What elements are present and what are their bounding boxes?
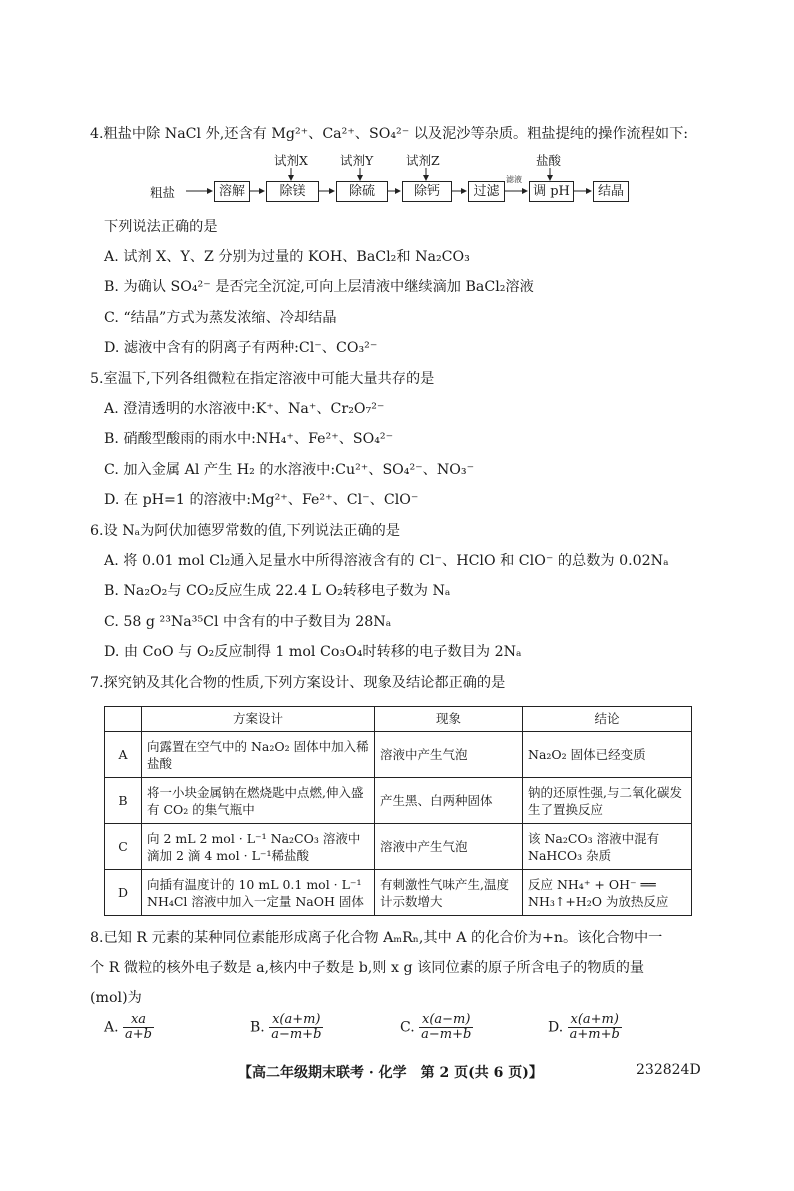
fraction-numerator: xa xyxy=(123,1013,154,1028)
table-cell: 向露置在空气中的 Na₂O₂ 固体中加入稀盐酸 xyxy=(142,732,375,778)
table-header-cell: 结论 xyxy=(523,707,692,732)
q7-table xyxy=(104,706,692,916)
q8-option-a xyxy=(104,1013,154,1042)
q4-option-d: D. 滤液中含有的阴离子有两种:Cl⁻、CO₃²⁻ xyxy=(104,340,378,356)
q5-option-b: B. 硝酸型酸雨的雨水中:NH₄⁺、Fe²⁺、SO₄²⁻ xyxy=(104,431,394,447)
table-cell: 钠的还原性强,与二氧化碳发生了置换反应 xyxy=(523,778,692,824)
flow-reagent-z: 试剂Z xyxy=(406,153,440,168)
flow-step-filter: 过滤 xyxy=(468,181,505,202)
table-cell: 向插有温度计的 10 mL 0.1 mol · L⁻¹ NH₄Cl 溶液中加入一定量 NaOH 固体 xyxy=(142,870,375,916)
table-cell: 产生黑、白两种固体 xyxy=(375,778,523,824)
table-cell: D xyxy=(105,870,142,916)
q8-option-label: D. xyxy=(548,1019,564,1036)
table-header-row xyxy=(105,707,692,732)
fraction xyxy=(568,1013,622,1042)
q6-option-b: B. Na₂O₂与 CO₂反应生成 22.4 L O₂转移电子数为 Nₐ xyxy=(104,583,451,599)
table-header-cell: 现象 xyxy=(375,707,523,732)
q8-option-b xyxy=(250,1013,323,1042)
q4-stem: 4.粗盐中除 NaCl 外,还含有 Mg²⁺、Ca²⁺、SO₄²⁻ 以及泥沙等杂质。粗盐提纯的操作流程如下: xyxy=(90,126,689,142)
q4-option-c: C. “结晶”方式为蒸发浓缩、冷却结晶 xyxy=(104,310,337,326)
table-cell: 向 2 mL 2 mol · L⁻¹ Na₂CO₃ 溶液中滴加 2 滴 4 mol · L⁻¹稀盐酸 xyxy=(142,824,375,870)
fraction xyxy=(419,1013,473,1042)
fraction-denominator: a−m+b xyxy=(271,1027,322,1042)
q4-option-b: B. 为确认 SO₄²⁻ 是否完全沉淀,可向上层清液中继续滴加 BaCl₂溶液 xyxy=(104,279,534,295)
fraction xyxy=(123,1013,154,1042)
flow-step-remove-ca: 除钙 xyxy=(402,181,452,202)
flow-step-crystallize: 结晶 xyxy=(593,181,629,202)
fraction-denominator: a−m+b xyxy=(421,1027,472,1042)
table-cell: Na₂O₂ 固体已经变质 xyxy=(523,732,692,778)
flow-step-dissolve: 溶解 xyxy=(214,181,250,202)
flow-start-label: 粗盐 xyxy=(150,185,176,200)
q4-flowchart xyxy=(150,148,670,210)
table-cell: 溶液中产生气泡 xyxy=(375,824,523,870)
flow-reagent-y: 试剂Y xyxy=(340,153,374,168)
q5-option-a: A. 澄清透明的水溶液中:K⁺、Na⁺、Cr₂O₇²⁻ xyxy=(104,401,385,417)
table-row xyxy=(105,824,692,870)
table-cell: 该 Na₂CO₃ 溶液中混有 NaHCO₃ 杂质 xyxy=(523,824,692,870)
q5-option-c: C. 加入金属 Al 产生 H₂ 的水溶液中:Cu²⁺、SO₄²⁻、NO₃⁻ xyxy=(104,462,475,478)
q8-option-c xyxy=(400,1013,473,1042)
page-footer-title: 【高二年级期末联考 · 化学 第 2 页(共 6 页)】 xyxy=(238,1065,543,1081)
q6-option-a: A. 将 0.01 mol Cl₂通入足量水中所得溶液含有的 Cl⁻、HClO 和 ClO⁻ 的总数为 0.02Nₐ xyxy=(104,553,669,569)
q8-stem-line2: 个 R 微粒的核外电子数是 a,核内中子数是 b,则 x g 该同位素的原子所含电子的物质的量 xyxy=(90,960,645,976)
table-header-cell xyxy=(105,707,142,732)
q6-option-c: C. 58 g ²³Na³⁵Cl 中含有的中子数目为 28Nₐ xyxy=(104,614,392,630)
q8-stem-line3: (mol)为 xyxy=(90,990,142,1006)
flow-reagent-hcl: 盐酸 xyxy=(536,153,562,168)
table-cell: A xyxy=(105,732,142,778)
flow-filtrate-label: 滤液 xyxy=(506,175,522,184)
fraction-numerator: x(a−m) xyxy=(419,1013,473,1028)
table-cell: 将一小块金属钠在燃烧匙中点燃,伸入盛有 CO₂ 的集气瓶中 xyxy=(142,778,375,824)
fraction-numerator: x(a+m) xyxy=(568,1013,622,1028)
table-header-cell: 方案设计 xyxy=(142,707,375,732)
table-row xyxy=(105,778,692,824)
q7-stem: 7.探究钠及其化合物的性质,下列方案设计、现象及结论都正确的是 xyxy=(90,675,506,691)
q8-option-label: A. xyxy=(104,1019,119,1036)
table-row xyxy=(105,732,692,778)
table-cell: 反应 NH₄⁺ + OH⁻ ══ NH₃↑+H₂O 为放热反应 xyxy=(523,870,692,916)
q8-option-label: B. xyxy=(250,1019,265,1036)
table-cell: 有刺激性气味产生,温度计示数增大 xyxy=(375,870,523,916)
q8-option-d xyxy=(548,1013,622,1042)
fraction-denominator: a+m+b xyxy=(569,1027,620,1042)
flow-step-adjust-ph: 调 pH xyxy=(529,181,574,202)
q5-option-d: D. 在 pH=1 的溶液中:Mg²⁺、Fe²⁺、Cl⁻、ClO⁻ xyxy=(104,492,419,508)
table-cell: C xyxy=(105,824,142,870)
fraction xyxy=(269,1013,323,1042)
flow-step-remove-mg: 除镁 xyxy=(266,181,319,202)
flow-reagent-x: 试剂X xyxy=(274,153,308,168)
q6-option-d: D. 由 CoO 与 O₂反应制得 1 mol Co₃O₄时转移的电子数目为 2Nₐ xyxy=(104,644,522,660)
flow-step-remove-s: 除硫 xyxy=(336,181,388,202)
page-footer-code: 232824D xyxy=(636,1062,701,1078)
q8-option-label: C. xyxy=(400,1019,415,1036)
fraction-denominator: a+b xyxy=(125,1027,152,1042)
table-cell: 溶液中产生气泡 xyxy=(375,732,523,778)
table-cell: B xyxy=(105,778,142,824)
q4-option-a: A. 试剂 X、Y、Z 分别为过量的 KOH、BaCl₂和 Na₂CO₃ xyxy=(104,249,470,265)
table-row xyxy=(105,870,692,916)
q8-stem-line1: 8.已知 R 元素的某种同位素能形成离子化合物 AₘRₙ,其中 A 的化合价为+n。该化合物中一 xyxy=(90,930,663,946)
q6-stem: 6.设 Nₐ为阿伏加德罗常数的值,下列说法正确的是 xyxy=(90,523,401,539)
q4-prompt: 下列说法正确的是 xyxy=(104,219,218,235)
fraction-numerator: x(a+m) xyxy=(269,1013,323,1028)
q5-stem: 5.室温下,下列各组微粒在指定溶液中可能大量共存的是 xyxy=(90,371,435,387)
